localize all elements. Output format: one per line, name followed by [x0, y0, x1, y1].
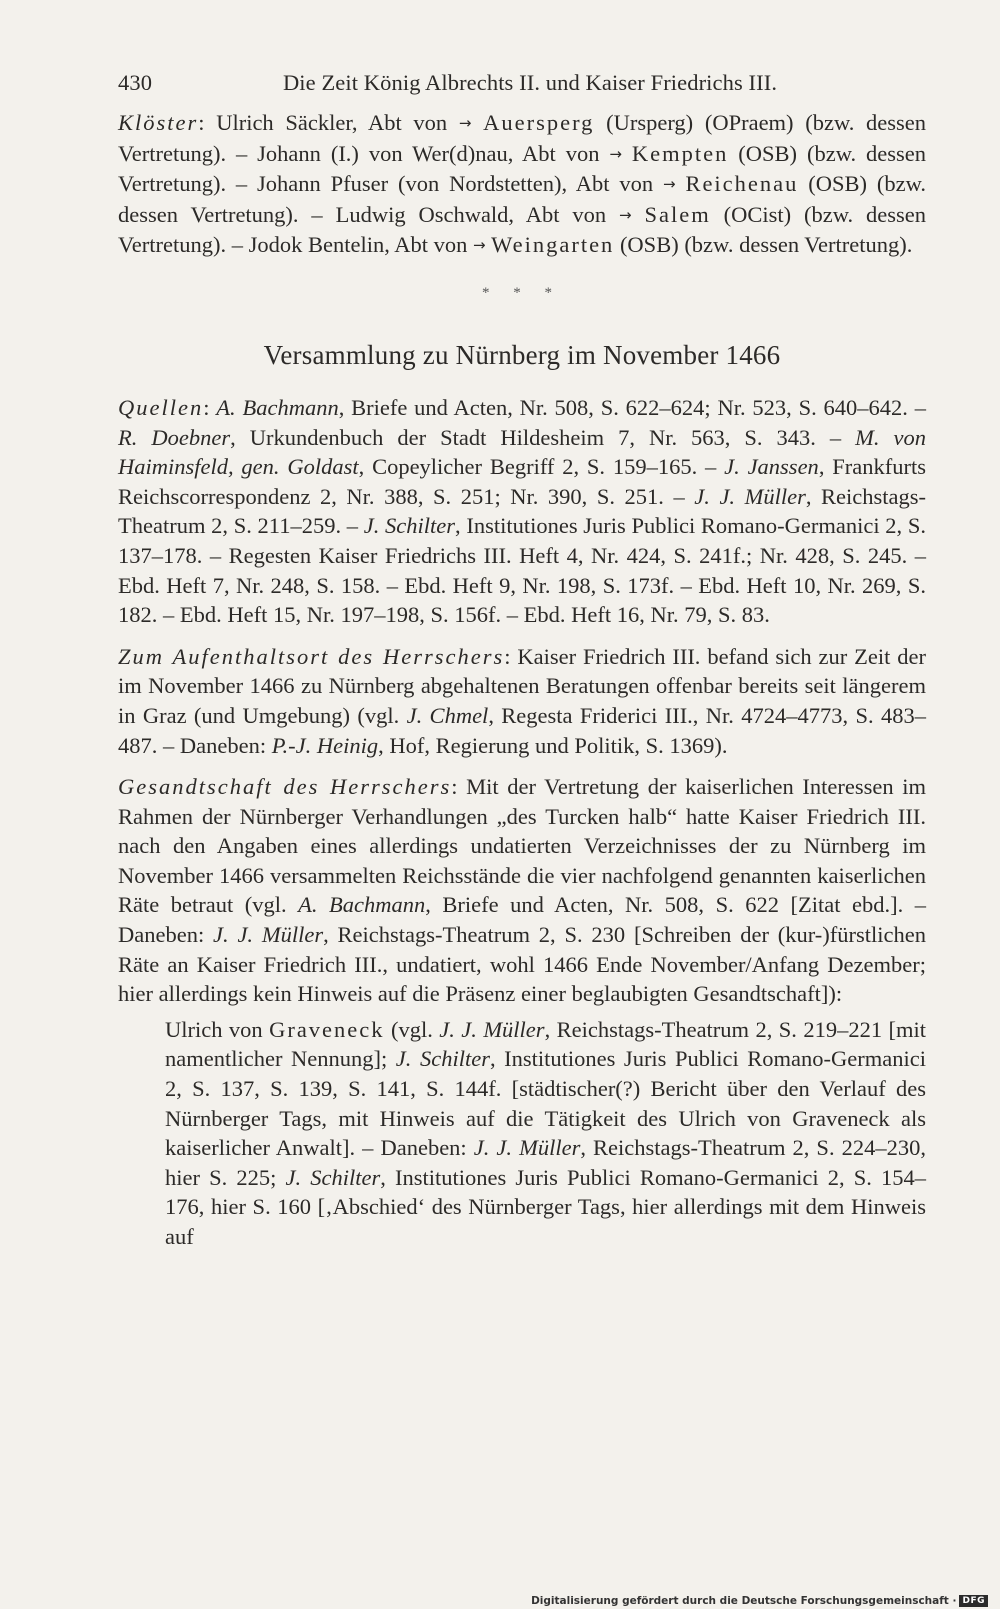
quellen-label: Quellen	[118, 394, 204, 420]
section-title: Versammlung zu Nürnberg im November 1466	[263, 339, 781, 370]
cross-reference-arrow-icon: →	[618, 205, 632, 224]
ref-kempten[interactable]: Kempten	[631, 140, 729, 166]
ref-weingarten[interactable]: Weingarten	[491, 232, 615, 258]
footer-text: Digitalisierung gefördert durch die Deutsche Forschungsgemeinschaft ·	[531, 1595, 957, 1607]
gesandtschaft-paragraph: Gesandtschaft des Herrschers: Mit der Vertretung der kaiserlichen Interessen im Rahmen der Nürnberger Verhandlungen „des Turcken halb“ hatte Kaiser Friedrich III. nach den Angaben eines allerdings undatierten Verzeichnisses der zu Nürnberg im November 1466 versammelten Reichsstände die vier nachfolgend genannten kaiserlichen Räte betraut (vgl. A. Bachmann, Briefe und Acten, Nr. 508, S. 622 [Zitat ebd.]. – Daneben: J. J. Müller, Reichstags-Theatrum 2, S. 230 [Schreiben der (kur-)fürstlichen Räte an Kaiser Friedrich III., undatiert, wohl 1466 Ende November/Anfang Dezember; hier allerdings kein Hinweis auf die Präsenz einer beglaubigten Gesandtschaft]):	[118, 774, 926, 1007]
dfg-logo: DFG	[959, 1595, 988, 1607]
page-number: 430	[118, 70, 153, 95]
ref-reichenau[interactable]: Reichenau	[685, 171, 799, 197]
running-header	[118, 68, 926, 98]
graveneck-name: Graveneck	[269, 1016, 385, 1042]
digitization-footer	[531, 1595, 988, 1607]
quellen-paragraph: Quellen: A. Bachmann, Briefe und Acten, Nr. 508, S. 622–624; Nr. 523, S. 640–642. – R. Doebner, Urkundenbuch der Stadt Hildesheim 7, Nr. 563, S. 343. – M. von Haiminsfeld, gen. Goldast, Copeylicher Begriff 2, S. 159–165. – J. Janssen, Frankfurts Reichscorrespondenz 2, Nr. 388, S. 251; Nr. 390, S. 251. – J. J. Müller, Reichstags-Theatrum 2, S. 211–259. – J. Schilter, Institutiones Juris Publici Romano-Germanici 2, S. 137–178. – Regesten Kaiser Friedrichs III. Heft 4, Nr. 424, S. 241f.; Nr. 428, S. 245. – Ebd. Heft 7, Nr. 248, S. 158. – Ebd. Heft 9, Nr. 198, S. 173f. – Ebd. Heft 10, Nr. 269, S. 182. – Ebd. Heft 15, Nr. 197–198, S. 156f. – Ebd. Heft 16, Nr. 79, S. 83.	[118, 394, 927, 628]
cross-reference-arrow-icon: →	[472, 236, 486, 255]
graveneck-entry: Ulrich von Graveneck (vgl. J. J. Müller, Reichstags-Theatrum 2, S. 219–221 [mit namentlicher Nennung]; J. Schilter, Institutiones Juris Publici Romano-Germanici 2, S. 137, S. 139, S. 141, S. 144f. [städtischer(?) Bericht über den Verlauf des Nürnberger Tags, mit Hinweis auf die Tätigkeit des Ulrich von Graveneck als kaiserlicher Anwalt]. – Daneben: J. J. Müller, Reichstags-Theatrum 2, S. 224–230, hier S. 225; J. Schilter, Institutiones Juris Publici Romano-Germanici 2, S. 154–176, hier S. 160 [‚Abschied‘ des Nürnberger Tags, hier allerdings mit dem Hinweis auf	[165, 1016, 927, 1249]
kloester-label: Klöster	[118, 110, 199, 135]
kloester-paragraph: Klöster: Ulrich Säckler, Abt von → Auersperg (Ursperg) (OPraem) (bzw. dessen Vertretung). – Johann (I.) von Wer(d)nau, Abt von → Kempten (OSB) (bzw. dessen Vertretung). – Johann Pfuser (von Nordstetten), Abt von → Reichenau (OSB) (bzw. dessen Vertretung). – Ludwig Oschwald, Abt von → Salem (OCist) (bzw. dessen Vertretung). – Jodok Bentelin, Abt von → Weingarten (OSB) (bzw. dessen Vertretung).	[118, 110, 927, 258]
aufenthalt-label: Zum Aufenthaltsort des Herrschers	[118, 643, 505, 669]
ref-auersperg[interactable]: Auersperg	[483, 110, 595, 135]
cross-reference-arrow-icon: →	[458, 114, 472, 132]
cross-reference-arrow-icon: →	[663, 175, 676, 194]
page	[118, 68, 926, 1252]
aufenthalt-paragraph: Zum Aufenthaltsort des Herrschers: Kaiser Friedrich III. befand sich zur Zeit der im November 1466 zu Nürnberg abgehaltenen Beratungen offenbar bereits seit längerem in Graz (und Umgebung) (vgl. J. Chmel, Regesta Friderici III., Nr. 4724–4773, S. 483–487. – Daneben: P.-J. Heinig, Hof, Regierung und Politik, S. 1369).	[118, 643, 926, 758]
running-title: Die Zeit König Albrechts II. und Kaiser Friedrichs III.	[282, 70, 778, 95]
section-separator: * * *	[482, 284, 562, 301]
gesandtschaft-label: Gesandtschaft des Herrschers	[118, 774, 452, 800]
cross-reference-arrow-icon: →	[609, 144, 622, 163]
ref-salem[interactable]: Salem	[644, 201, 711, 227]
